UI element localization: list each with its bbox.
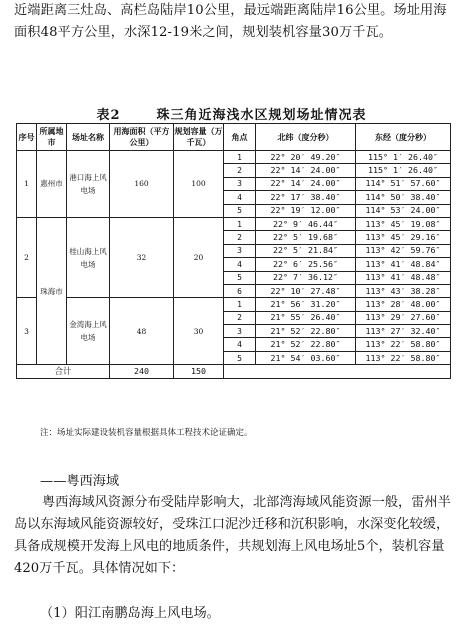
cell-lon: 113° 27′ 32.40″ xyxy=(356,325,451,338)
cell-corner: 3 xyxy=(224,325,256,338)
cell-area: 160 xyxy=(110,151,174,218)
cell-corner: 6 xyxy=(224,284,256,297)
header-city: 所属地市 xyxy=(37,124,67,151)
cell-lon: 113° 42′ 59.76″ xyxy=(356,244,451,257)
cell-area: 32 xyxy=(110,217,174,297)
cell-lat: 22° 19′ 12.00″ xyxy=(256,204,356,217)
total-empty xyxy=(224,365,451,378)
cell-lon: 113° 28′ 48.00″ xyxy=(356,298,451,311)
cell-corner: 2 xyxy=(224,164,256,177)
table-note: 注：场址实际建设装机容量根据具体工程技术论证确定。 xyxy=(40,428,253,438)
cell-seq: 3 xyxy=(17,298,37,365)
table-row xyxy=(17,217,451,230)
cell-lon: 114° 50′ 38.40″ xyxy=(356,191,451,204)
cell-lat: 21° 56′ 31.20″ xyxy=(256,298,356,311)
cell-lon: 113° 22′ 58.80″ xyxy=(356,338,451,351)
cell-lat: 22° 6′ 25.56″ xyxy=(256,258,356,271)
site-table xyxy=(16,123,451,379)
cell-lon: 113° 45′ 29.16″ xyxy=(356,231,451,244)
section-paragraph: 粤西海域风资源分布受陆岸影响大，北部湾海域风能资源一般，雷州半岛以东海域风能资源较好，受珠江口泥沙迁移和沉积影响，水深变化较缓，具备成规模开发海上风电的地质条件，共规划海上风电场址5个，装机容量420万千瓦。具体情况如下： xyxy=(14,495,451,576)
cell-lat: 22° 14′ 24.00″ xyxy=(256,177,356,190)
cell-lon: 115° 1′ 26.40″ xyxy=(356,164,451,177)
table-title: 珠三角近海浅水区规划场址情况表 xyxy=(156,108,367,123)
table-header-row xyxy=(17,124,451,151)
cell-city: 惠州市 xyxy=(37,151,67,218)
list-item: （1）阳江南鹏岛海上风电场。 xyxy=(40,606,220,621)
cell-city: 珠海市 xyxy=(37,217,67,364)
cell-lat: 22° 5′ 21.84″ xyxy=(256,244,356,257)
cell-corner: 5 xyxy=(224,204,256,217)
cell-capacity: 20 xyxy=(174,217,224,297)
cell-corner: 4 xyxy=(224,258,256,271)
cell-lat: 22° 7′ 36.12″ xyxy=(256,271,356,284)
cell-lon: 113° 45′ 19.08″ xyxy=(356,217,451,230)
table-total-row xyxy=(17,365,451,378)
cell-site: 港口海上风电场 xyxy=(67,151,110,218)
table-row xyxy=(17,151,451,164)
cell-corner: 4 xyxy=(224,191,256,204)
cell-site: 桂山海上风电场 xyxy=(67,217,110,297)
cell-lon: 113° 41′ 48.84″ xyxy=(356,258,451,271)
cell-lon: 113° 22′ 58.80″ xyxy=(356,351,451,364)
table-row xyxy=(17,298,451,311)
cell-lon: 115° 1′ 26.40″ xyxy=(356,151,451,164)
header-seq: 序号 xyxy=(17,124,37,151)
cell-lat: 21° 55′ 26.40″ xyxy=(256,311,356,324)
cell-lat: 22° 14′ 24.00″ xyxy=(256,164,356,177)
header-capacity: 规划容量（万千瓦） xyxy=(174,124,224,151)
header-lat: 北纬（度分秒） xyxy=(256,124,356,151)
cell-corner: 5 xyxy=(224,351,256,364)
cell-corner: 1 xyxy=(224,298,256,311)
cell-lon: 113° 43′ 38.28″ xyxy=(356,284,451,297)
cell-corner: 1 xyxy=(224,151,256,164)
section-title: ——粤西海域 xyxy=(40,474,120,489)
header-area: 用海面积（平方公里） xyxy=(110,124,174,151)
header-corner: 角点 xyxy=(224,124,256,151)
cell-capacity: 30 xyxy=(174,298,224,365)
cell-lon: 113° 41′ 48.48″ xyxy=(356,271,451,284)
table-caption xyxy=(0,104,463,123)
cell-lat: 21° 52′ 22.80″ xyxy=(256,325,356,338)
cell-lat: 22° 5′ 19.68″ xyxy=(256,231,356,244)
cell-lat: 22° 17′ 38.40″ xyxy=(256,191,356,204)
cell-corner: 1 xyxy=(224,217,256,230)
cell-lat: 22° 9′ 46.44″ xyxy=(256,217,356,230)
cell-seq: 1 xyxy=(17,151,37,218)
header-site: 场址名称 xyxy=(67,124,110,151)
cell-corner: 4 xyxy=(224,338,256,351)
cell-corner: 3 xyxy=(224,244,256,257)
header-lon: 东经（度分秒） xyxy=(356,124,451,151)
cell-lon: 114° 53′ 24.00″ xyxy=(356,204,451,217)
cell-lat: 21° 52′ 22.80″ xyxy=(256,338,356,351)
total-label: 合计 xyxy=(17,365,110,378)
cell-lat: 22° 10′ 27.48″ xyxy=(256,284,356,297)
cell-corner: 5 xyxy=(224,271,256,284)
cell-corner: 2 xyxy=(224,231,256,244)
cell-lon: 113° 29′ 27.60″ xyxy=(356,311,451,324)
table-number: 表2 xyxy=(96,108,121,123)
cell-area: 48 xyxy=(110,298,174,365)
cell-capacity: 100 xyxy=(174,151,224,218)
cell-seq: 2 xyxy=(17,217,37,297)
cell-lon: 114° 51′ 57.60″ xyxy=(356,177,451,190)
cell-lat: 22° 20′ 49.20″ xyxy=(256,151,356,164)
cell-corner: 3 xyxy=(224,177,256,190)
cell-site: 金湾海上风电场 xyxy=(67,298,110,365)
cell-lat: 21° 54′ 03.60″ xyxy=(256,351,356,364)
total-area: 240 xyxy=(110,365,174,378)
total-capacity: 150 xyxy=(174,365,224,378)
intro-paragraph: 近端距离三灶岛、高栏岛陆岸10公里，最远端距离陆岸16公里。场址用海面积48平方公里，水深12-19米之间，规划装机容量30万千瓦。 xyxy=(14,3,447,40)
cell-corner: 2 xyxy=(224,311,256,324)
